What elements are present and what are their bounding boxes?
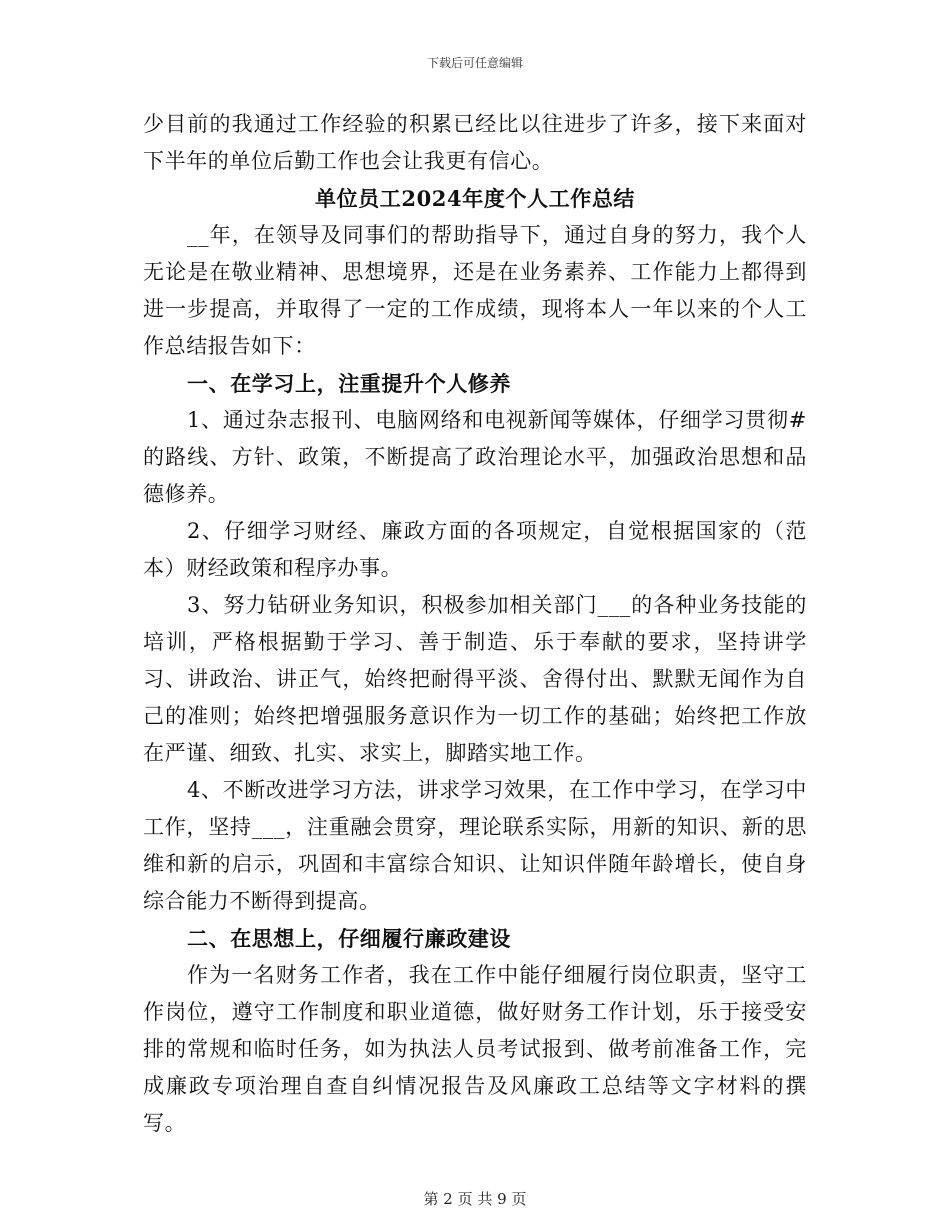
study-paragraph-1: 1、通过杂志报刊、电脑网络和电视新闻等媒体，仔细学习贯彻#的路线、方针、政策，不断提高了政治理论水平，加强政治思想和品德修养。: [143, 408, 807, 506]
section-heading-study: 一、在学习上，注重提升个人修养: [187, 371, 511, 396]
page-number: 第 2 页 共 9 页: [423, 1190, 527, 1208]
continuation-paragraph: 少目前的我通过工作经验的积累已经比以往进步了许多，接下来面对下半年的单位后勤工作也会让我更有信心。: [143, 112, 807, 173]
document-body: [143, 106, 807, 1142]
study-paragraph-4: 4、不断改进学习方法，讲求学习效果，在工作中学习，在学习中工作，坚持___，注重融会贯穿，理论联系实际，用新的知识、新的思维和新的启示，巩固和丰富综合知识、让知识伴随年龄增长，使自身综合能力不断得到提高。: [143, 778, 807, 913]
study-paragraph-2: 2、仔细学习财经、廉政方面的各项规定，自觉根据国家的（范本）财经政策和程序办事。: [143, 519, 807, 580]
document-title: 单位员工2024年度个人工作总结: [314, 186, 636, 211]
intro-paragraph: __年，在领导及同事们的帮助指导下，通过自身的努力，我个人无论是在敬业精神、思想境界，还是在业务素养、工作能力上都得到进一步提高，并取得了一定的工作成绩，现将本人一年以来的个人工作总结报告如下：: [143, 223, 807, 358]
study-paragraph-3: 3、努力钻研业务知识，积极参加相关部门___的各种业务技能的培训，严格根据勤于学习、善于制造、乐于奉献的要求，坚持讲学习、讲政治、讲正气，始终把耐得平淡、舍得付出、默默无闻作为自己的准则；始终把增强服务意识作为一切工作的基础；始终把工作放在严谨、细致、扎实、求实上，脚踏实地工作。: [143, 593, 807, 765]
page-header-note: 下载后可任意编辑: [426, 56, 523, 70]
section-heading-ideology: 二、在思想上，仔细履行廉政建设: [187, 926, 511, 951]
ideology-paragraph-1: 作为一名财务工作者，我在工作中能仔细履行岗位职责，坚守工作岗位，遵守工作制度和职业道德，做好财务工作计划，乐于接受安排的常规和临时任务，如为执法人员考试报到、做考前准备工作，完成廉政专项治理自查自纠情况报告及风廉政工总结等文字材料的撰写。: [143, 963, 807, 1135]
